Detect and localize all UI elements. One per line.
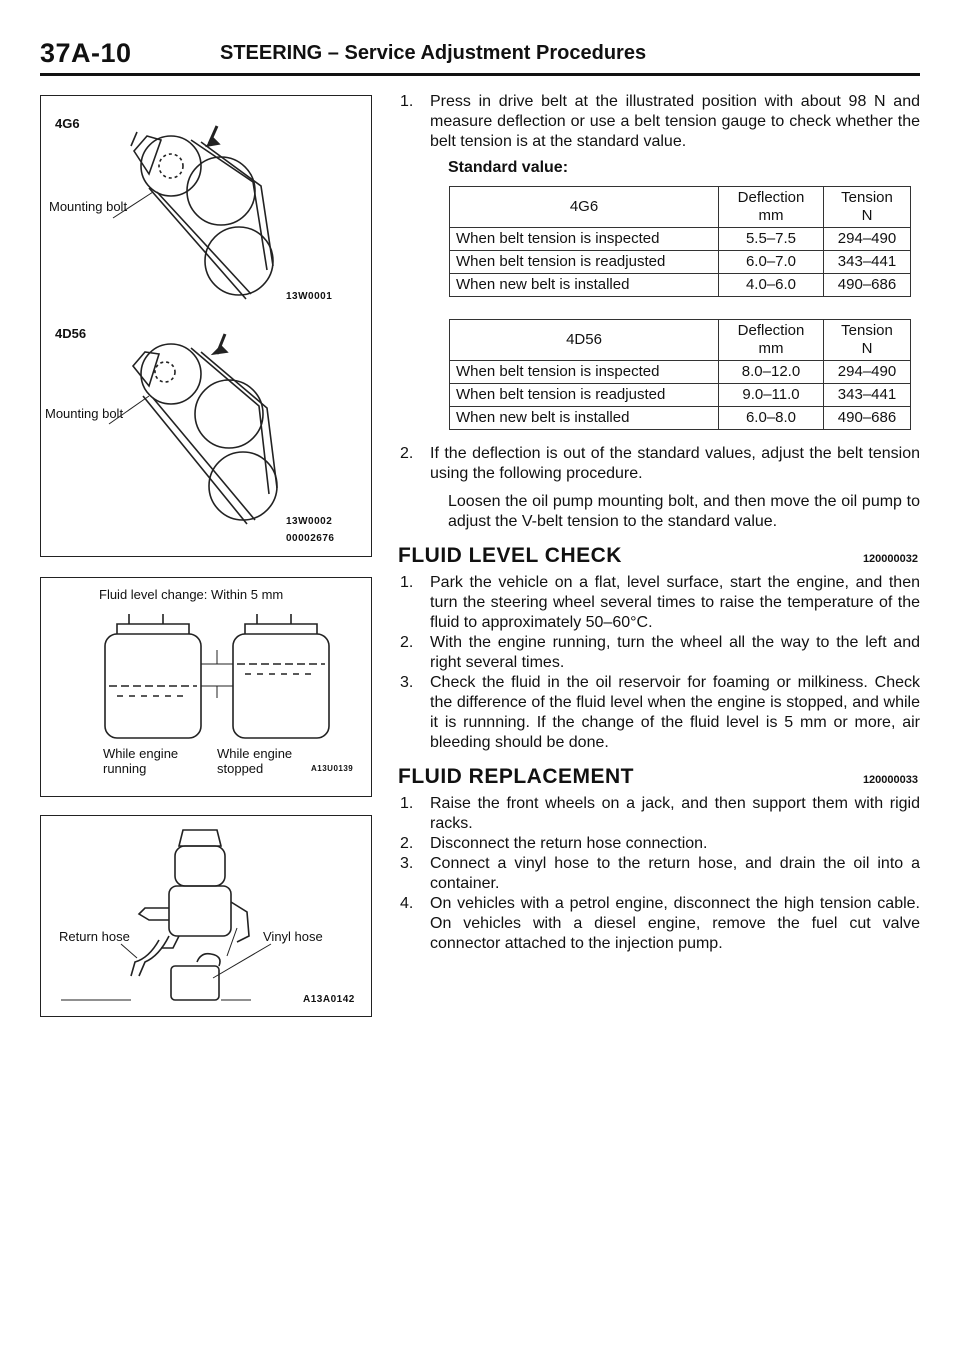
engine-cell: 4D56 [450, 320, 719, 361]
table-row [450, 361, 911, 384]
fluid-level-caption: Fluid level change: Within 5 mm [99, 587, 284, 602]
section-title: FLUID LEVEL CHECK [398, 544, 622, 567]
section-title: FLUID REPLACEMENT [398, 765, 634, 788]
belt-step-2 [398, 444, 920, 484]
tension-header [824, 187, 911, 228]
tension-value: 343–441 [824, 384, 911, 407]
step-text: Check the fluid in the oil reservoir for foaming or milkiness. Check the difference of the fluid level when the engine is stopped, and while it is runnning. If the change of the fluid level is 5 mm or more, air bleeding should be done. [430, 674, 920, 751]
tension-value: 343–441 [824, 251, 911, 274]
pump-pulley-4g6 [141, 136, 201, 196]
page-number: 37A-10 [40, 38, 132, 68]
mounting-bolt-label-1: Mounting bolt [49, 199, 128, 214]
table-header-row [450, 187, 911, 228]
return-hose-label: Return hose [59, 929, 130, 944]
belt-step-1 [398, 92, 920, 152]
crank-pulley-4g6 [187, 157, 255, 225]
standard-value-label: Standard value: [448, 159, 569, 176]
vinyl-hose-label: Vinyl hose [263, 929, 323, 944]
step-text: Press in drive belt at the illustrated position with about 98 N and measure deflection or use a belt tension gauge to check whether the belt tension is at the standard value. [430, 93, 920, 150]
belt-illustration [41, 96, 371, 556]
step-number: 2. [400, 835, 414, 852]
tension-value: 490–686 [824, 407, 911, 430]
step-text: On vehicles with a petrol engine, disconnect the high tension cable. On vehicles with a diesel engine, remove the fuel cut valve connector attached to the injection pump. [430, 895, 920, 952]
step-number: 1. [400, 93, 414, 110]
reservoir-cap [179, 830, 221, 846]
page-title: STEERING – Service Adjustment Procedures [220, 42, 647, 64]
step-number: 1. [400, 795, 414, 812]
deflection-value: 9.0–11.0 [719, 384, 824, 407]
spec-table-4d56 [449, 319, 911, 430]
mounting-bolt-label-2: Mounting bolt [45, 406, 124, 421]
figure-code-4: A13U0139 [311, 764, 354, 773]
deflection-unit: mm [758, 340, 784, 357]
figure-code-5: A13A0142 [303, 994, 355, 1005]
fluid-replacement-step [398, 854, 920, 894]
engine-label-4g6: 4G6 [55, 116, 80, 131]
step-text: Park the vehicle on a flat, level surface, start the engine, and then turn the steering wheel several times to raise the temperature of the fluid to approximately 50–60°C. [430, 574, 920, 631]
lower-pulley-4g6 [205, 227, 273, 295]
step-number: 3. [400, 674, 414, 691]
step-number: 1. [400, 574, 414, 591]
fluid-replacement-heading [398, 767, 920, 790]
left-reservoir-cap [117, 624, 189, 634]
step-text: If the deflection is out of the standard values, adjust the belt tension using the following procedure. [430, 445, 920, 482]
procedure-text [398, 92, 920, 954]
tension-label: Tension [841, 322, 893, 339]
step-number: 2. [400, 634, 414, 651]
fluid-check-step [398, 573, 920, 633]
row-label: When belt tension is inspected [450, 361, 719, 384]
row-label: When belt tension is readjusted [450, 251, 719, 274]
belt-figure [40, 95, 372, 557]
spec-table-4g6 [449, 186, 911, 297]
deflection-value: 4.0–6.0 [719, 274, 824, 297]
row-label: When belt tension is inspected [450, 228, 719, 251]
deflection-label: Deflection [737, 189, 805, 206]
right-reservoir-cap [245, 624, 317, 634]
step-number: 2. [400, 445, 414, 462]
deflection-label: Deflection [737, 322, 805, 339]
fluid-level-figure [40, 577, 372, 797]
deflection-unit: mm [758, 207, 784, 224]
label-engine-running-line2: running [103, 761, 147, 776]
step-number: 4. [400, 895, 414, 912]
tension-unit: N [861, 340, 873, 357]
figure-code-3: 00002676 [286, 533, 335, 544]
replacement-illustration [41, 816, 371, 1016]
label-engine-running-line1: While engine [103, 746, 179, 761]
tension-header [824, 320, 911, 361]
table-row [450, 384, 911, 407]
drain-container [171, 966, 219, 1000]
table-row [450, 251, 911, 274]
fluid-level-check-heading [398, 546, 920, 569]
deflection-header [719, 187, 824, 228]
deflection-value: 8.0–12.0 [719, 361, 824, 384]
tension-value: 294–490 [824, 361, 911, 384]
table-row [450, 228, 911, 251]
table-row [450, 407, 911, 430]
tension-value: 294–490 [824, 228, 911, 251]
deflection-header [719, 320, 824, 361]
label-engine-stopped-line2: stopped [217, 761, 264, 776]
step-number: 3. [400, 855, 414, 872]
return-hose-connection [139, 908, 169, 920]
fluid-check-step [398, 673, 920, 753]
fluid-replacement-step [398, 894, 920, 954]
deflection-value: 6.0–8.0 [719, 407, 824, 430]
fluid-replacement-step [398, 834, 920, 854]
page-header [40, 18, 920, 78]
step-text: Raise the front wheels on a jack, and then support them with rigid racks. [430, 795, 920, 832]
row-label: When new belt is installed [450, 274, 719, 297]
fluid-replacement-step [398, 794, 920, 834]
figure-code-2: 13W0002 [286, 516, 333, 527]
section-code: 120000033 [862, 774, 918, 786]
step-text: With the engine running, turn the wheel all the way to the left and right several times. [430, 634, 920, 671]
table-row [450, 274, 911, 297]
label-engine-stopped-line1: While engine [217, 746, 293, 761]
figure-code-1: 13W0001 [286, 291, 333, 302]
engine-label-4d56: 4D56 [55, 326, 87, 341]
row-label: When new belt is installed [450, 407, 719, 430]
tension-value: 490–686 [824, 274, 911, 297]
deflection-value: 6.0–7.0 [719, 251, 824, 274]
tension-unit: N [861, 207, 873, 224]
step-text: Connect a vinyl hose to the return hose, and drain the oil into a container. [430, 855, 920, 892]
deflection-value: 5.5–7.5 [719, 228, 824, 251]
tension-label: Tension [841, 189, 893, 206]
belt-step-2-note: Loosen the oil pump mounting bolt, and then move the oil pump to adjust the V-belt tension to the standard value. [448, 493, 920, 530]
fluid-check-step [398, 633, 920, 673]
row-label: When belt tension is readjusted [450, 384, 719, 407]
engine-cell: 4G6 [450, 187, 719, 228]
label-engine-stopped [217, 746, 292, 776]
crank-pulley-4d56 [195, 380, 263, 448]
reservoir-body [169, 886, 231, 936]
table-header-row [450, 320, 911, 361]
replacement-figure [40, 815, 372, 1017]
section-code: 120000032 [862, 553, 918, 565]
right-reservoir [233, 634, 329, 738]
lower-pulley-4d56 [209, 452, 277, 520]
header-rule [40, 73, 920, 76]
step-text: Disconnect the return hose connection. [430, 835, 708, 852]
label-engine-running [103, 746, 178, 776]
